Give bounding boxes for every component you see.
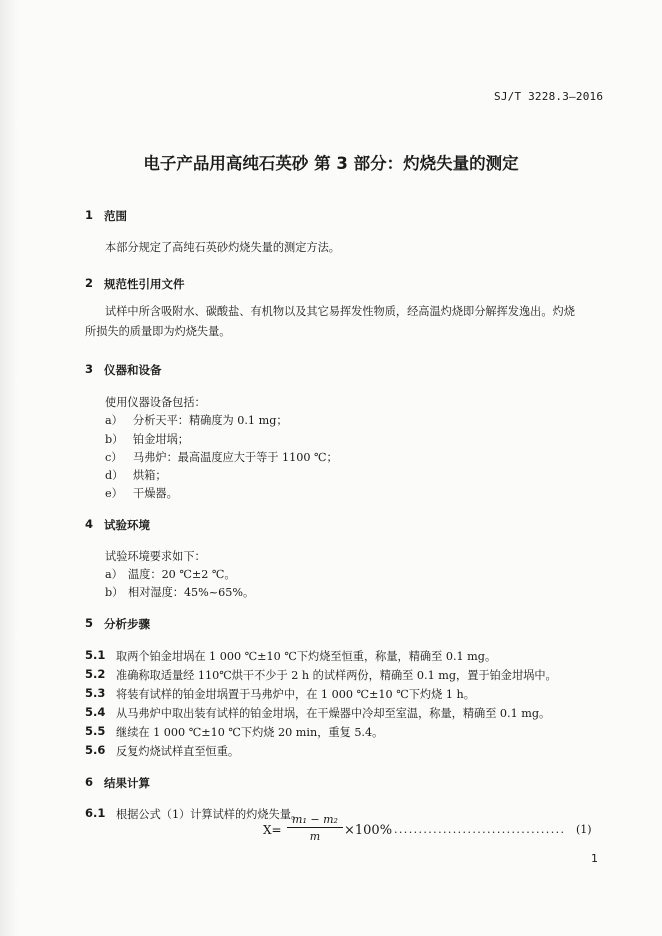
equipment-item-text: 分析天平：精确度为 0.1 mg； (133, 414, 288, 427)
step-text: 从马弗炉中取出装有试样的铂金坩埚，在干燥器中冷却至室温，称量，精确至 0.1 mg。 (116, 707, 551, 720)
environment-item-text: 温度：20 ℃±2 ℃。 (128, 568, 236, 581)
step-text: 反复灼烧试样直至恒重。 (116, 745, 240, 758)
scope-paragraph: 本部分规定了高纯石英砂灼烧失量的测定方法。 (105, 241, 340, 254)
section-3-title: 仪器和设备 (104, 363, 162, 377)
step-number: 5.4 (85, 705, 106, 719)
environment-item-text: 相对湿度：45%~65%。 (128, 586, 255, 599)
section-5-number: 5 (85, 616, 94, 630)
refs-paragraph: 试样中所含吸附水、碳酸盐、有机物以及其它易挥发性物质，经高温灼烧即分解挥发逸出。灼烧所损失的质量即为灼烧失量。 (85, 305, 575, 338)
section-1-number: 1 (85, 208, 94, 222)
formula-fraction (287, 813, 343, 843)
formula-rhs: ×100% (344, 823, 393, 838)
section-5-title: 分析步骤 (104, 617, 150, 631)
section-4-title: 试验环境 (104, 518, 150, 532)
scan-edge-shadow (0, 0, 18, 936)
equipment-intro: 使用仪器设备包括： (105, 396, 206, 409)
document-code: SJ/T 3228.3—2016 (494, 90, 604, 103)
environment-item-mark: b） (105, 586, 124, 599)
equipment-item-mark: b） (105, 433, 124, 446)
step-text: 继续在 1 000 ℃±10 ℃下灼烧 20 min，重复 5.4。 (116, 726, 384, 739)
equipment-item-mark: d） (105, 469, 124, 482)
formula-denominator: m (309, 830, 321, 843)
section-6-number: 6 (85, 775, 94, 789)
calc-number: 6.1 (85, 806, 106, 820)
section-2-title: 规范性引用文件 (104, 277, 185, 291)
section-1-title: 范围 (104, 209, 127, 223)
equation-number: (1) (576, 823, 592, 836)
page-title: 电子产品用高纯石英砂 第 3 部分：灼烧失量的测定 (143, 154, 519, 173)
equipment-item-mark: c） (105, 451, 123, 464)
step-number: 5.3 (85, 686, 106, 700)
environment-intro: 试验环境要求如下： (105, 550, 206, 563)
section-3-number: 3 (85, 362, 94, 376)
calc-text: 根据公式（1）计算试样的灼烧失量。 (116, 808, 303, 821)
equipment-item-text: 烘箱； (133, 469, 167, 482)
step-text: 准确称取适量经 110℃烘干不少于 2 h 的试样两份，精确至 0.1 mg，置于铂金坩埚中。 (116, 669, 557, 682)
formula-numerator: m₁ − m₂ (287, 813, 343, 828)
equipment-item-mark: e） (105, 487, 123, 500)
step-number: 5.5 (85, 724, 106, 738)
step-number: 5.1 (85, 648, 106, 662)
formula-leader-dots: ................................... (394, 823, 566, 836)
section-4-number: 4 (85, 517, 94, 531)
equipment-item-text: 铂金坩埚； (133, 433, 189, 446)
equipment-item-text: 马弗炉：最高温度应大于等于 1100 ℃； (133, 451, 338, 464)
equipment-item-mark: a） (105, 414, 123, 427)
environment-item-mark: a） (105, 568, 123, 581)
step-text: 将装有试样的铂金坩埚置于马弗炉中，在 1 000 ℃±10 ℃下灼烧 1 h。 (116, 688, 475, 701)
step-number: 5.2 (85, 667, 106, 681)
step-number: 5.6 (85, 743, 106, 757)
step-text: 取两个铂金坩埚在 1 000 ℃±10 ℃下灼烧至恒重，称量，精确至 0.1 mg。 (116, 650, 497, 663)
section-2-number: 2 (85, 276, 94, 290)
equipment-item-text: 干燥器。 (133, 487, 178, 500)
section-6-title: 结果计算 (104, 776, 150, 790)
page-number: 1 (591, 852, 598, 865)
formula-lhs: X= (263, 823, 282, 837)
